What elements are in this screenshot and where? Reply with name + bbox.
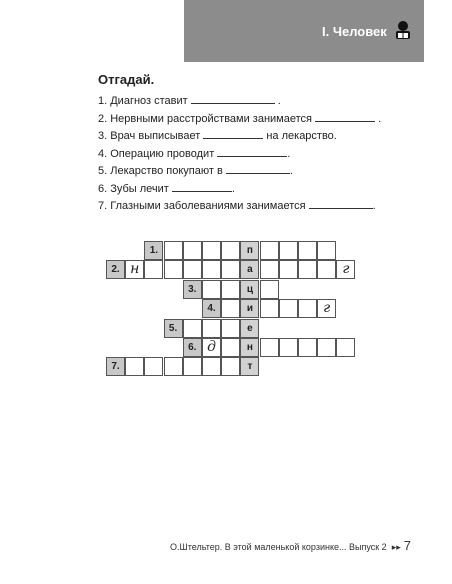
crossword-cell[interactable] <box>279 299 298 318</box>
crossword-cell[interactable] <box>221 299 240 318</box>
crossword-cell[interactable] <box>183 260 202 279</box>
keyword-letter-cell: п <box>240 241 259 260</box>
clue-number-cell: 5. <box>164 319 183 338</box>
crossword-cell[interactable] <box>164 241 183 260</box>
task-title: Отгадай. <box>98 72 155 87</box>
crossword-cell[interactable] <box>298 260 317 279</box>
crossword-cell[interactable] <box>144 260 163 279</box>
page-number: 7 <box>403 538 411 553</box>
crossword-cell[interactable] <box>221 260 240 279</box>
crossword-cell[interactable] <box>260 241 279 260</box>
crossword-cell[interactable] <box>221 319 240 338</box>
crossword-cell[interactable] <box>202 319 221 338</box>
clue-number-cell: 2. <box>106 260 125 279</box>
keyword-letter-cell: н <box>240 338 259 357</box>
keyword-letter-cell: и <box>240 299 259 318</box>
keyword-letter-cell: т <box>240 357 259 376</box>
crossword-cell[interactable] <box>202 280 221 299</box>
question-item: 2. Нервными расстройствами занимается . <box>98 112 382 125</box>
crossword-cell[interactable] <box>317 241 336 260</box>
crossword-cell[interactable] <box>202 241 221 260</box>
crossword-cell[interactable] <box>279 260 298 279</box>
crossword-cell[interactable] <box>144 357 163 376</box>
crossword-cell[interactable] <box>202 357 221 376</box>
clue-number-cell: 4. <box>202 299 221 318</box>
crossword-cell[interactable] <box>221 241 240 260</box>
crossword-cell[interactable] <box>221 280 240 299</box>
clue-number-cell: 6. <box>183 338 202 357</box>
crossword-cell[interactable] <box>260 260 279 279</box>
crossword-cell[interactable] <box>221 338 240 357</box>
hint-letter-cell: г <box>336 260 355 279</box>
crossword-cell[interactable] <box>202 260 221 279</box>
crossword-cell[interactable] <box>183 357 202 376</box>
crossword-cell[interactable] <box>279 241 298 260</box>
crossword-cell[interactable] <box>279 338 298 357</box>
crossword-cell[interactable] <box>183 241 202 260</box>
crossword-cell[interactable] <box>125 357 144 376</box>
crossword-cell[interactable] <box>221 357 240 376</box>
crossword-cell[interactable] <box>336 338 355 357</box>
crossword-cell[interactable] <box>260 280 279 299</box>
hint-letter-cell: д <box>202 338 221 357</box>
page-footer <box>170 538 411 553</box>
question-item: 3. Врач выписывает на лекарство. <box>98 130 337 142</box>
clue-number-cell: 3. <box>183 280 202 299</box>
chapter-title: I. Человек <box>322 24 387 39</box>
double-arrow-icon: ▸▸ <box>391 542 401 552</box>
crossword-cell[interactable] <box>317 260 336 279</box>
crossword-cell[interactable] <box>298 299 317 318</box>
clue-number-cell: 7. <box>106 357 125 376</box>
crossword-cell[interactable] <box>183 319 202 338</box>
keyword-letter-cell: е <box>240 319 259 338</box>
crossword-cell[interactable] <box>298 241 317 260</box>
crossword-cell[interactable] <box>260 338 279 357</box>
crossword-cell[interactable] <box>298 338 317 357</box>
crossword-cell[interactable] <box>164 357 183 376</box>
question-item: 6. Зубы лечит . <box>98 182 235 195</box>
question-item: 4. Операцию проводит . <box>98 147 291 160</box>
clue-number-cell: 1. <box>144 241 163 260</box>
question-item: 7. Глазными заболеваниями занимается . <box>98 200 376 212</box>
crossword-cell[interactable] <box>260 299 279 318</box>
crossword-cell[interactable] <box>164 260 183 279</box>
hint-letter-cell: г <box>317 299 336 318</box>
keyword-letter-cell: ц <box>240 280 259 299</box>
question-item: 5. Лекарство покупают в . <box>98 165 293 177</box>
crossword-cell[interactable] <box>317 338 336 357</box>
keyword-letter-cell: а <box>240 260 259 279</box>
question-item: 1. Диагноз ставит . <box>98 95 281 107</box>
footer-text: О.Штельтер. В этой маленькой корзинке... Выпуск 2 <box>170 542 387 552</box>
hint-letter-cell: н <box>125 260 144 279</box>
